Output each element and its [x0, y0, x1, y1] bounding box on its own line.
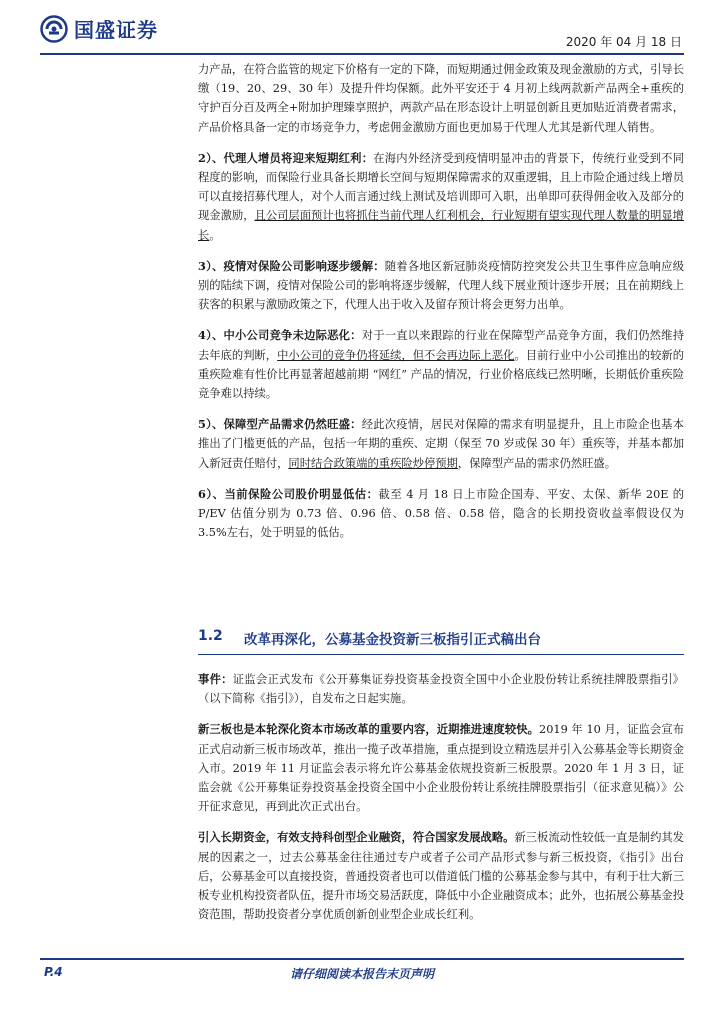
footer-divider: [40, 958, 684, 960]
paragraph-text: 对于一直以来跟踪的行业在保障型产品竞争方面，我们仍然维持去年底的判断，: [198, 329, 684, 362]
paragraph-heading: 5）、保障型产品需求仍然旺盛：: [198, 417, 362, 432]
paragraph-text: 2019 年 10 月，证监会宣布正式启动新三板市场改革，推出一揽子改革措施，重点提到设立精选层并引入公募基金等长期资金入市。2019 年 11 月证监会表示将允许公募基金依规投资新三板股票。2020 年 1 月 3 日，证监会就《公开募集证券投资基金投资全国中小企业股份转让系统挂牌股票指引（征求意见稿）》公开征求意见，再到此次正式出台。: [198, 723, 684, 814]
section-number: 1.2: [198, 628, 223, 644]
paragraph-underlined: 且公司层面预计也将抓住当前代理人红利机会，行业短期有望实现代理人数量的明显增长: [198, 209, 684, 242]
paragraph-text: 新三板流动性较低一直是制约其发展的因素之一，过去公募基金往往通过专户或者子公司产品形式参与新三板投资，《指引》出台后，公募基金可以直接投资，普通投资者也可以借道低门槛的公募基金参与其中，有利于壮大新三板专业机构投资者队伍，提升市场交易活跃度，降低中小企业融资成本；此外，也拓展公募基金投资范围，帮助投资者分享优质创新创业型企业成长红利。: [198, 831, 684, 922]
paragraph-end: 。目前行业中小公司推出的较新的重疾险难有性价比再显著超越前期 “网红” 产品的情况，行业价格底线已然明晰，长期低价重疾险竞争难以持续。: [198, 348, 684, 401]
paragraph-text: 经此次疫情，居民对保障的需求有明显提升，且上市险企也基本推出了门槛更低的产品，包括一年期的重疾、定期（保至 70 岁或保 30 年）重疾等，并基本都加入新冠责任赔付，: [198, 418, 684, 470]
paragraph-end: 。: [209, 228, 221, 242]
paragraph-heading: 4）、中小公司竞争未边际恶化：: [198, 328, 362, 343]
paragraph-long-term-capital: [198, 828, 684, 924]
paragraph-intro: [198, 60, 684, 137]
paragraph-competition: [198, 326, 684, 403]
paragraph-text: 截至 4 月 18 日上市险企国寿、平安、太保、新华 20E 的 P/EV 估值分别为 0.73 倍、0.96 倍、0.58 倍、0.58 倍，隐含的长期投资收益率假设仅为 3.5%左右，处于明显的低估。: [198, 487, 684, 540]
header-divider: [40, 53, 684, 55]
paragraph-text: 力产品，在符合监管的规定下价格有一定的下降，而短期通过佣金政策及现金激励的方式，引导长缴（19、20、29、30 年）及提升件均保额。此外平安还于 4 月初上线两款新产品两全+重疾的守护百分百及两全+附加护理臻享照护，两款产品在形态设计上明显创新且更加贴近消费者需求，产品价格具备一定的市场竞争力，考虑佣金激励方面也更加易于代理人尤其是新代理人销售。: [198, 63, 684, 134]
paragraph-heading: 引入长期资金，有效支持科创型企业融资，符合国家发展战略。: [198, 830, 515, 845]
paragraph-end: ，保障型产品的需求仍然旺盛。: [457, 456, 617, 470]
section-title: 改革再深化，公募基金投资新三板指引正式稿出台: [244, 632, 541, 648]
paragraph-epidemic: [198, 257, 684, 315]
page-number: P.4: [44, 965, 63, 979]
paragraph-heading: 3）、疫情对保险公司影响逐步缓解：: [198, 258, 385, 273]
brand-logo: [40, 14, 158, 43]
section-heading: [198, 628, 684, 652]
page-header: [0, 0, 724, 56]
paragraph-agents: [198, 149, 684, 245]
brand-name: 国盛证券: [74, 18, 158, 42]
paragraph-heading: 新三板也是本轮深化资本市场改革的重要内容，近期推进速度较快。: [198, 722, 540, 737]
paragraph-text: 在海内外经济受到疫情明显冲击的背景下，传统行业受到不同程度的影响，而保险行业具备长期增长空间与短期保障需求的双重逻辑，且上市险企通过线上增员可以直接招募代理人，对个人而言通过线上测试及培训即可入职，出单即可获得佣金收入及部分的现金激励，: [198, 151, 684, 223]
section-divider: [198, 654, 684, 655]
body-text-lower: [198, 670, 684, 924]
paragraph-heading: 2）、代理人增员将迎来短期红利：: [198, 150, 374, 165]
body-text-upper: [198, 60, 684, 542]
paragraph-valuation: [198, 485, 684, 543]
paragraph-heading: 6）、当前保险公司股价明显低估：: [198, 486, 379, 501]
footer-disclaimer: 请仔细阅读本报告末页声明: [289, 967, 434, 981]
paragraph-underlined: 中小公司的竞争仍将延续，但不会再边际上恶化: [277, 348, 515, 362]
paragraph-underlined: 同时结合政策端的重疾险炒停预期: [288, 456, 458, 470]
paragraph-text: 随着各地区新冠肺炎疫情防控突发公共卫生事件应急响应级别的陆续下调，疫情对保险公司的影响将逐步缓解，代理人线下展业预计逐步开展；且在前期线上获客的积累与激励政策之下，代理人出于收入及留存预计将会更努力出单。: [198, 259, 684, 312]
paragraph-text: 证监会正式发布《公开募集证券投资基金投资全国中小企业股份转让系统挂牌股票指引》（以下简称《指引》），自发布之日起实施。: [198, 673, 684, 706]
report-date: 2020 年 04 月 18 日: [565, 35, 682, 49]
brand-emblem-icon: [40, 15, 68, 43]
paragraph-event: [198, 670, 684, 708]
paragraph-heading: 事件：: [198, 672, 233, 686]
paragraph-reform: [198, 720, 684, 816]
paragraph-demand: [198, 415, 684, 473]
